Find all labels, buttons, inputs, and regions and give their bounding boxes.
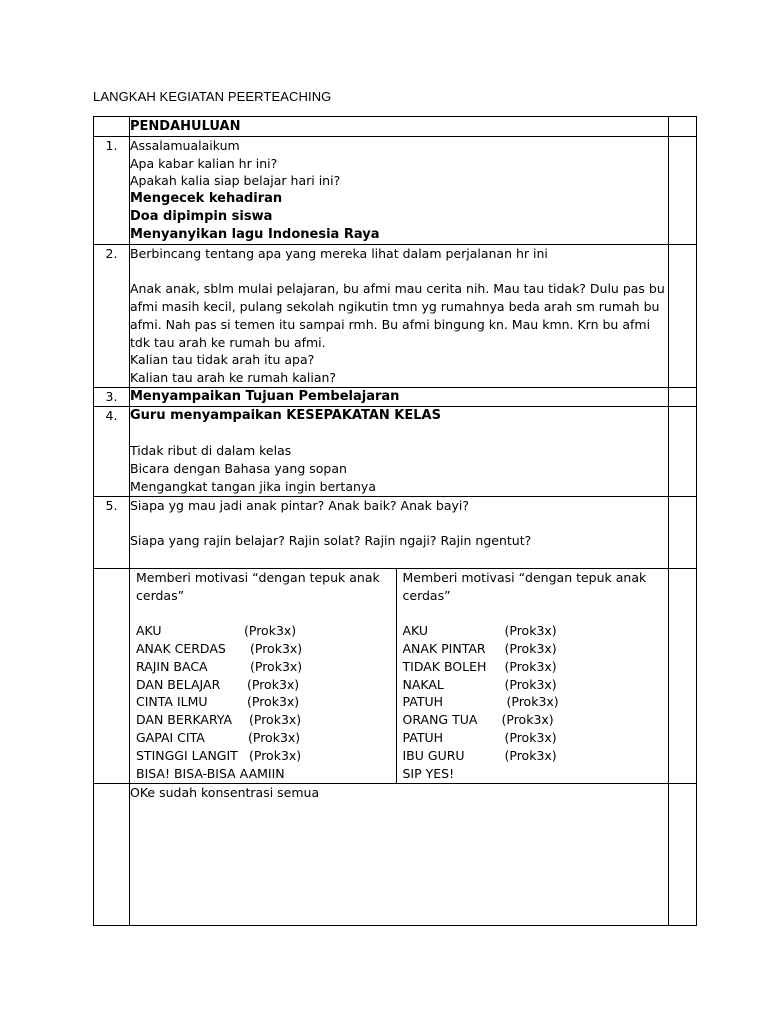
row-number xyxy=(94,783,130,925)
chant-word: ANAK PINTAR xyxy=(402,640,486,656)
chant-line xyxy=(403,676,664,694)
header-num-cell xyxy=(94,117,130,137)
table-row xyxy=(94,783,697,925)
row-number: 3. xyxy=(94,387,130,406)
spacer xyxy=(136,604,390,622)
row-intro-text: Berbincang tentang apa yang mereka lihat dalam perjalanan hr ini xyxy=(130,245,548,261)
chant-prok: (Prok3x) xyxy=(248,729,301,745)
spacer xyxy=(130,515,668,533)
chant-line xyxy=(403,747,664,765)
chant-word: GAPAI CITA xyxy=(136,729,205,745)
question-text: Kalian tau tidak arah itu apa? xyxy=(130,352,315,368)
row-extra-cell xyxy=(669,136,697,244)
chant-word: PATUH xyxy=(402,694,444,710)
motivation-right xyxy=(396,569,669,783)
chant-prok: (Prok3x) xyxy=(249,747,302,763)
chant-prok: (Prok3x) xyxy=(504,658,557,674)
header-extra-cell xyxy=(669,117,697,137)
chant-line xyxy=(403,622,664,640)
chant-line xyxy=(403,729,664,747)
chant-prok: (Prok3x) xyxy=(250,640,303,656)
list-item: Doa dipimpin siswa xyxy=(130,208,273,224)
chant-prok: (Prok3x) xyxy=(250,658,303,674)
chant-line xyxy=(136,640,390,658)
chant-prok: (Prok3x) xyxy=(247,676,300,692)
chant-prok: (Prok3x) xyxy=(504,640,557,656)
chant-word: CINTA ILMU xyxy=(136,694,208,710)
spacer xyxy=(403,604,664,622)
story-paragraph: Anak anak, sblm mulai pelajaran, bu afmi mau cerita nih. Mau tau tidak? Dulu pas bu afmi masih kecil, pulang sekolah ngikutin tmn yg rumahnya beda arah sm rumah bu afmi. Nah pas si temen itu sampai rmh. Bu afmi bingung kn. Mau kmn. Krn bu afmi tdk tau arah ke rumah bu afmi. xyxy=(130,281,665,350)
motivation-cell xyxy=(130,568,669,783)
document-title: LANGKAH KEGIATAN PEERTEACHING xyxy=(93,89,332,104)
row-content xyxy=(130,496,669,568)
row-number xyxy=(94,568,130,783)
list-item: Menyanyikan lagu Indonesia Raya xyxy=(130,226,380,242)
row-number: 2. xyxy=(94,244,130,387)
row-number: 4. xyxy=(94,406,130,496)
list-item: Bicara dengan Bahasa yang sopan xyxy=(130,461,347,477)
row-extra-cell xyxy=(669,244,697,387)
chant-word: DAN BERKARYA xyxy=(136,712,233,728)
row-extra-cell xyxy=(669,496,697,568)
chant-prok: (Prok3x) xyxy=(504,747,557,763)
chant-line xyxy=(403,658,664,676)
motivation-left xyxy=(130,569,396,783)
header-label-cell xyxy=(130,117,669,137)
chant-line xyxy=(403,711,664,729)
chant-prok: (Prok3x) xyxy=(501,712,554,728)
row-content xyxy=(130,387,669,406)
list-item: Apakah kalia siap belajar hari ini? xyxy=(130,173,341,189)
chant-prok: (Prok3x) xyxy=(244,623,297,639)
spacer xyxy=(130,262,668,280)
row-content xyxy=(130,783,669,925)
question-text: Kalian tau arah ke rumah kalian? xyxy=(130,370,337,386)
row-number: 1. xyxy=(94,136,130,244)
chant-word: PATUH xyxy=(402,729,444,745)
motivation-heading: Memberi motivasi “dengan tepuk anak cerdas” xyxy=(402,569,647,603)
chant-closing: SIP YES! xyxy=(402,765,455,781)
chant-word: ORANG TUA xyxy=(402,712,478,728)
row-content xyxy=(130,136,669,244)
agreement-heading: Guru menyampaikan KESEPAKATAN KELAS xyxy=(130,407,441,423)
chant-line xyxy=(403,693,664,711)
list-item: Tidak ribut di dalam kelas xyxy=(130,443,292,459)
table-header-row xyxy=(94,117,697,137)
table-row xyxy=(94,387,697,406)
motivation-table xyxy=(130,569,669,783)
chant-line xyxy=(136,622,390,640)
chant-line xyxy=(136,693,390,711)
row-extra-cell xyxy=(669,783,697,925)
activity-table xyxy=(93,116,697,926)
chant-word: RAJIN BACA xyxy=(136,658,208,674)
chant-word: STINGGI LANGIT xyxy=(136,747,238,763)
list-item: Mengecek kehadiran xyxy=(130,191,283,207)
row-extra-cell xyxy=(669,406,697,496)
chant-word: TIDAK BOLEH xyxy=(402,658,487,674)
row-content xyxy=(130,406,669,496)
table-row xyxy=(94,244,697,387)
chant-line xyxy=(136,747,390,765)
table-row xyxy=(94,496,697,568)
chant-line xyxy=(136,676,390,694)
row-extra-cell xyxy=(669,568,697,783)
row-extra-cell xyxy=(669,387,697,406)
chant-word: AKU xyxy=(136,623,162,639)
chant-prok: (Prok3x) xyxy=(247,694,300,710)
chant-word: ANAK CERDAS xyxy=(136,640,226,656)
list-item: Mengangkat tangan jika ingin bertanya xyxy=(130,478,376,494)
objective-heading: Menyampaikan Tujuan Pembelajaran xyxy=(130,388,400,404)
chant-prok: (Prok3x) xyxy=(504,676,557,692)
question-text: Siapa yang rajin belajar? Rajin solat? Rajin ngaji? Rajin ngentut? xyxy=(130,533,532,549)
chant-line xyxy=(136,729,390,747)
chant-line xyxy=(136,711,390,729)
table-row xyxy=(94,406,697,496)
chant-word: AKU xyxy=(402,623,429,639)
table-row xyxy=(94,136,697,244)
row-content xyxy=(130,244,669,387)
chant-prok: (Prok3x) xyxy=(504,729,557,745)
chant-prok: (Prok3x) xyxy=(249,712,302,728)
list-item: Apa kabar kalian hr ini? xyxy=(130,155,278,171)
chant-line xyxy=(403,640,664,658)
chant-prok: (Prok3x) xyxy=(504,623,557,639)
chant-closing: BISA! BISA-BISA AAMIIN xyxy=(136,765,285,781)
question-text: Siapa yg mau jadi anak pintar? Anak baik? Anak bayi? xyxy=(130,497,469,513)
motivation-row xyxy=(130,569,669,783)
chant-word: NAKAL xyxy=(402,676,444,692)
table-row xyxy=(94,568,697,783)
spacer xyxy=(130,425,668,443)
section-heading: PENDAHULUAN xyxy=(130,119,241,134)
motivation-heading: Memberi motivasi “dengan tepuk anak cerdas” xyxy=(136,569,380,603)
chant-line xyxy=(136,658,390,676)
final-note: OKe sudah konsentrasi semua xyxy=(130,784,320,800)
chant-prok: (Prok3x) xyxy=(506,694,559,710)
list-item: Assalamualaikum xyxy=(130,137,240,153)
chant-word: DAN BELAJAR xyxy=(136,676,221,692)
row-number: 5. xyxy=(94,496,130,568)
chant-word: IBU GURU xyxy=(402,747,465,763)
